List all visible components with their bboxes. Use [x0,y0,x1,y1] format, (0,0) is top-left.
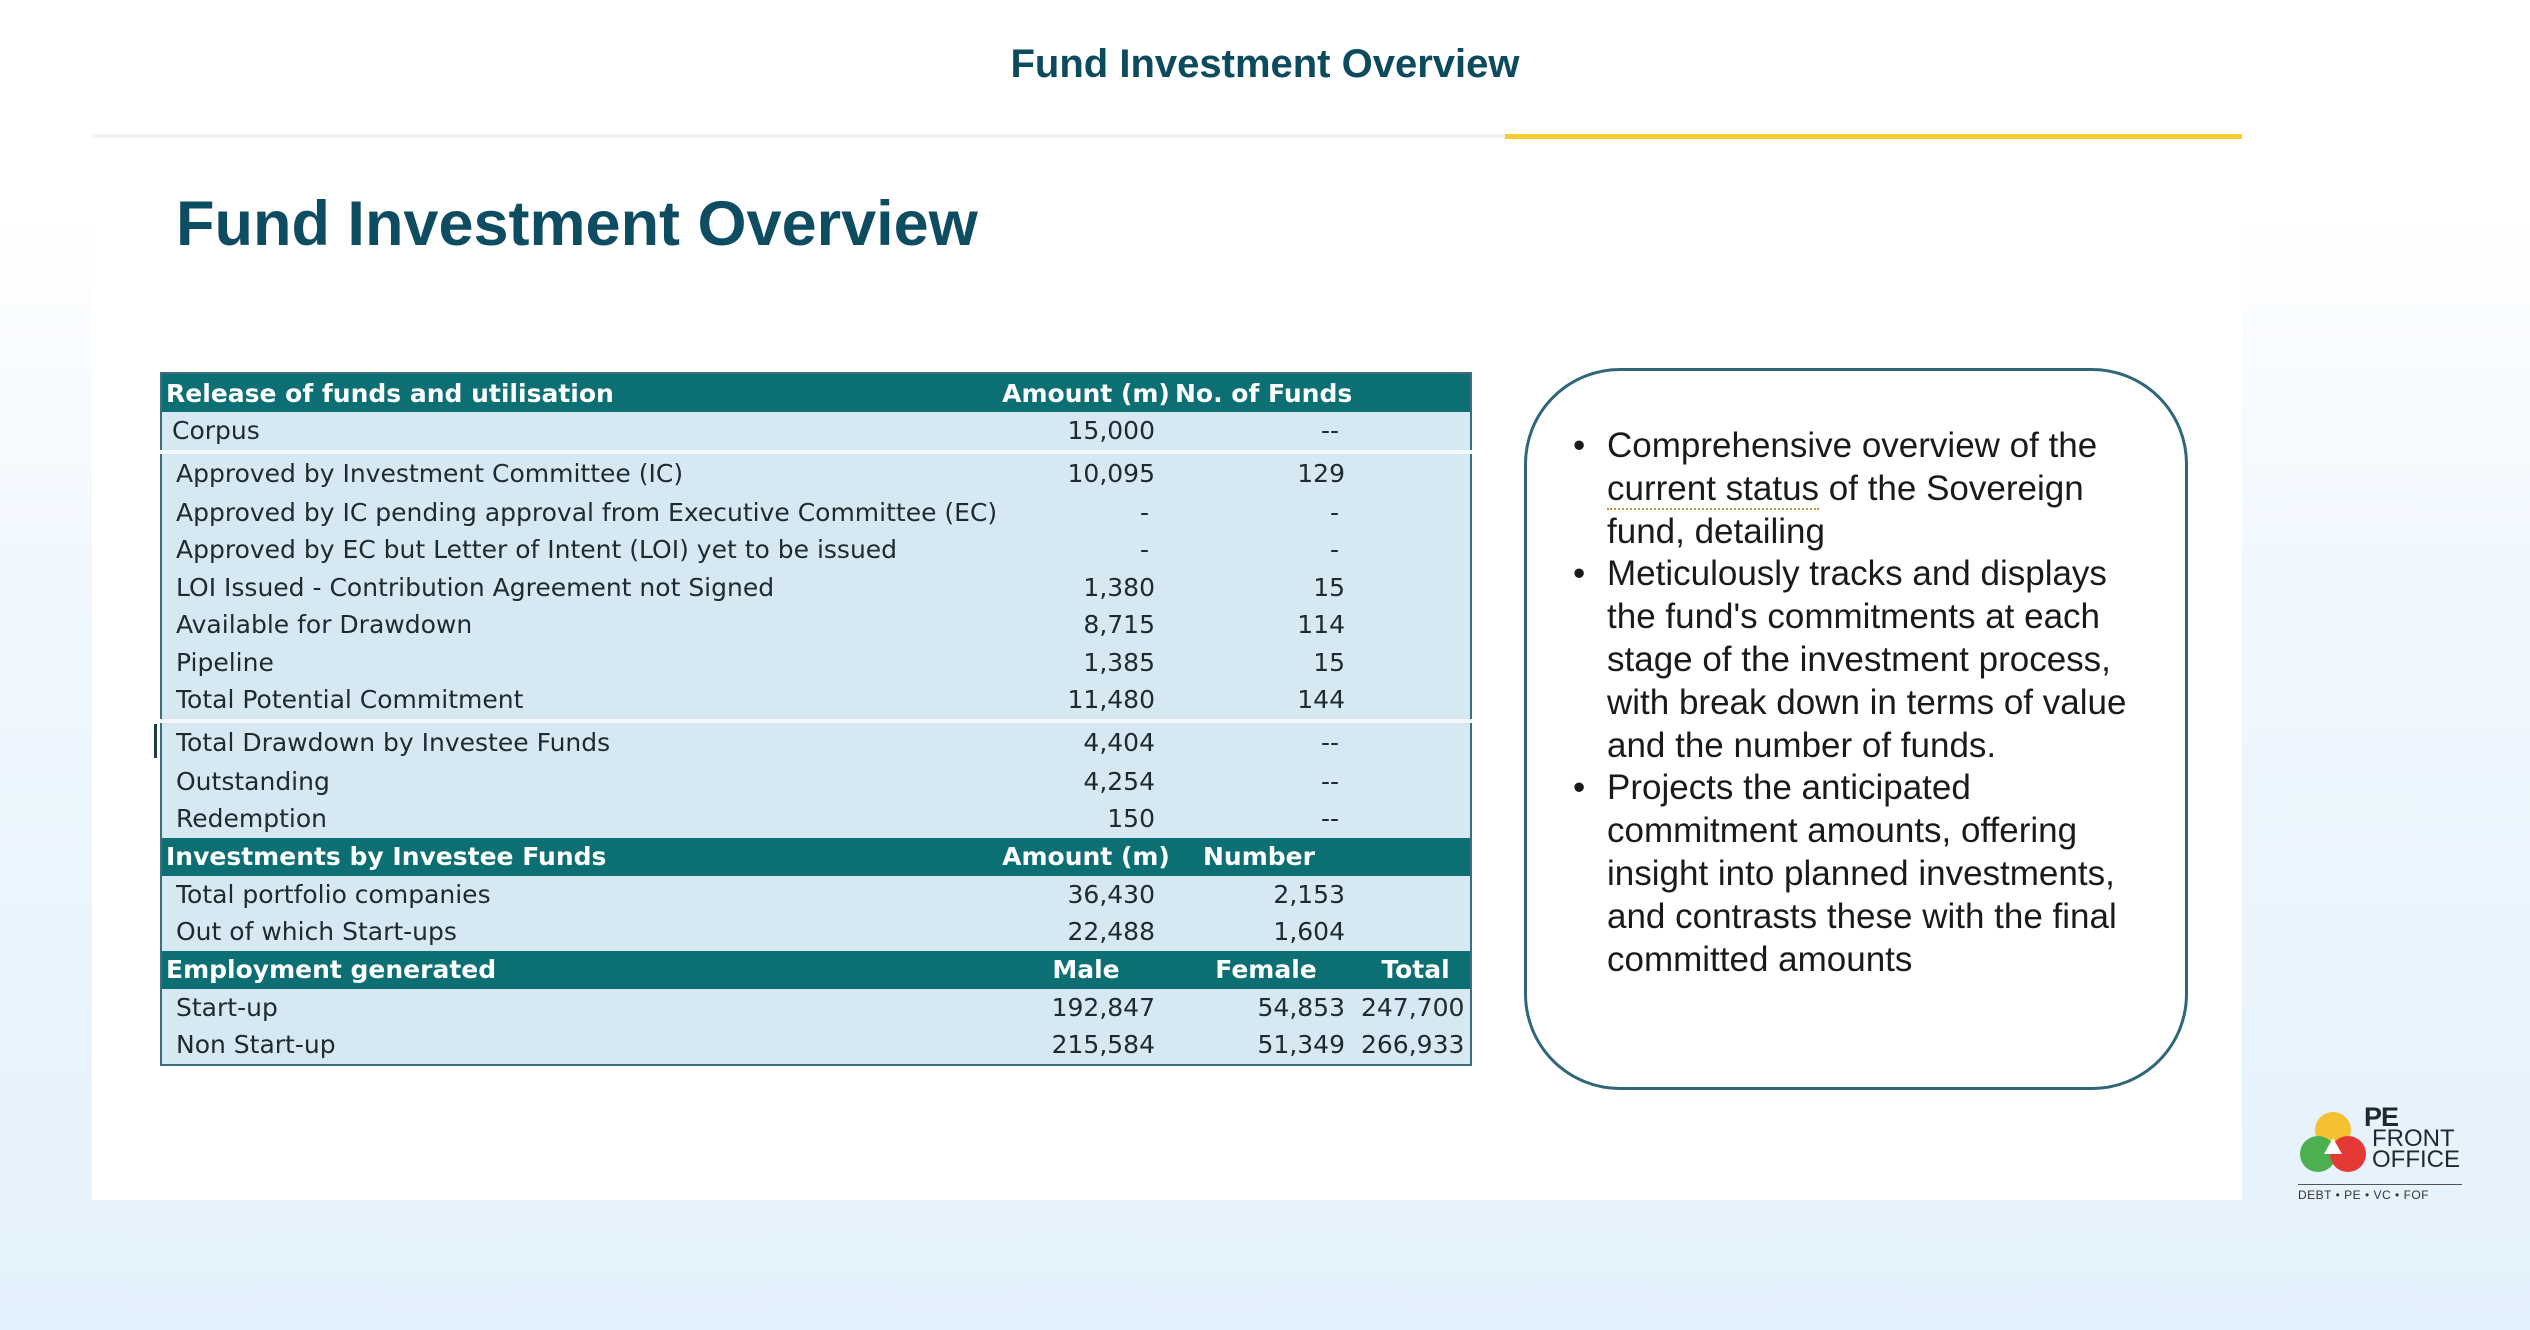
row-amount: - [1139,535,1149,565]
row-funds: 144 [1297,685,1345,715]
row-label: Approved by EC but Letter of Intent (LOI) yet to be issued [176,535,898,565]
summary-text: Projects the anticipated commitment amounts, offering insight into planned investments, and contrasts these with the final committed amounts [1607,768,2117,979]
row-funds: 15 [1313,572,1345,602]
table-row [161,494,1471,532]
row-number: 2,153 [1273,879,1345,909]
row-female: 51,349 [1257,1030,1345,1060]
row-total: 266,933 [1361,1030,1465,1060]
slide-title: Fund Investment Overview [176,189,978,259]
bullet-marker: • [1573,768,1586,808]
row-label: Available for Drawdown [176,610,473,640]
table-row [161,763,1471,801]
row-amount: 22,488 [1067,917,1155,947]
row-funds: 114 [1297,610,1345,640]
bullet-marker: • [1573,554,1586,594]
table-row [161,644,1471,682]
row-funds: - [1329,535,1339,565]
summary-text: Comprehensive overview of the [1607,426,2098,465]
summary-highlight: current status [1607,468,1820,508]
table-row [161,412,1471,452]
summary-bullet [1573,767,2153,981]
row-label: Corpus [172,416,260,446]
section-heading-release: Release of funds and utilisation [161,373,1001,412]
row-label: LOI Issued - Contribution Agreement not Signed [176,572,775,602]
summary-list [1573,425,2153,981]
row-male: 215,584 [1051,1030,1155,1060]
summary-text: Meticulously tracks and displays the fund's commitments at each stage of the investment process, with break down in terms of value and the number of funds. [1607,554,2127,765]
row-label: Approved by Investment Committee (IC) [161,452,1001,494]
pe-front-office-logo [2296,1100,2466,1210]
row-amount: 10,095 [1001,452,1171,494]
summary-text: of the Sovereign fund, detailing [1607,468,2084,551]
table-row [161,876,1471,914]
table-header-row [161,373,1471,412]
table-row [161,1026,1471,1065]
row-male: 192,847 [1051,992,1155,1022]
logo-pe-text: PE [2364,1102,2399,1132]
table-row [161,721,1471,763]
column-header-number: Number [1171,838,1361,876]
table-row [161,569,1471,607]
table-row [161,452,1471,494]
row-label: Start-up [176,992,278,1022]
row-amount: 15,000 [1067,416,1155,446]
section-heading-investments: Investments by Investee Funds [161,838,1001,876]
fund-overview-table [160,372,1472,1066]
table-row [161,606,1471,644]
row-label: Total Drawdown by Investee Funds [161,721,1001,763]
row-label: Total Potential Commitment [176,685,524,715]
summary-bullet [1573,425,2153,553]
logo-tagline: DEBT • PE • VC • FOF [2298,1188,2430,1202]
row-label: Outstanding [176,766,330,796]
table-row [161,913,1471,951]
row-amount: 36,430 [1067,879,1155,909]
row-amount: 150 [1107,804,1155,834]
summary-bullet [1573,553,2153,767]
row-female: 54,853 [1257,992,1345,1022]
row-amount: - [1139,497,1149,527]
row-label: Out of which Start-ups [176,917,457,947]
row-funds: - [1329,497,1339,527]
bullet-marker: • [1573,426,1586,465]
logo-mark-icon [2298,1108,2368,1178]
row-amount: 8,715 [1083,610,1155,640]
logo-name-line: FRONT [2372,1125,2455,1152]
row-amount: 4,254 [1083,766,1155,796]
row-funds: 129 [1171,452,1361,494]
column-header-no-of-funds: No. of Funds [1171,373,1361,412]
row-label: Redemption [176,804,327,834]
row-total: 247,700 [1361,992,1465,1022]
column-header-male: Male [1001,951,1171,989]
table-header-row [161,838,1471,876]
logo-divider [2298,1184,2462,1185]
row-marker [154,724,157,758]
row-funds: -- [1320,766,1339,796]
logo-name-line: OFFICE [2372,1146,2460,1173]
column-header-amount: Amount (m) [1001,838,1171,876]
row-amount: 4,404 [1001,721,1171,763]
section-heading-employment: Employment generated [161,951,1001,989]
logo-name [2372,1125,2464,1173]
row-label: Non Start-up [176,1030,336,1060]
column-header-female: Female [1171,951,1361,989]
row-amount: 1,385 [1083,647,1155,677]
column-header-amount: Amount (m) [1001,373,1171,412]
summary-panel [1524,368,2188,1090]
table-row [161,681,1471,721]
row-number: 1,604 [1273,917,1345,947]
table-row [161,800,1471,838]
row-funds: -- [1320,416,1339,446]
column-header-total: Total [1361,951,1471,989]
row-funds: 15 [1313,647,1345,677]
row-amount: 1,380 [1083,572,1155,602]
row-label: Approved by IC pending approval from Executive Committee (EC) [176,497,998,527]
row-funds: -- [1320,804,1339,834]
page-header-title: Fund Investment Overview [1010,42,1520,86]
table-row [161,989,1471,1027]
header-accent-bar [1505,134,2242,139]
row-label: Pipeline [176,647,274,677]
table-header-row [161,951,1471,989]
table-row [161,531,1471,569]
slide [92,140,2242,1200]
row-funds: -- [1171,721,1361,763]
row-amount: 11,480 [1067,685,1155,715]
row-label: Total portfolio companies [176,879,491,909]
